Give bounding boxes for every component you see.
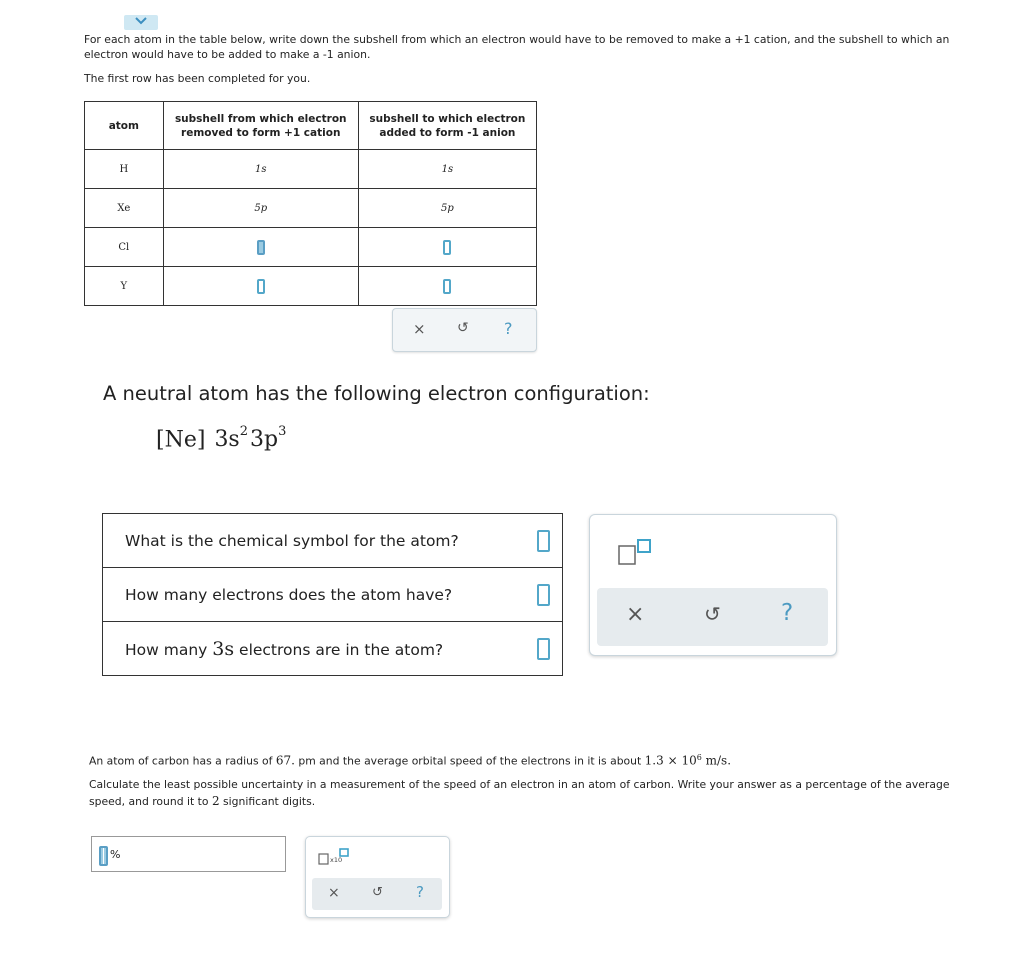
question-label: What is the chemical symbol for the atom? (103, 514, 525, 568)
answer-cell (524, 514, 563, 568)
part2-tools-panel (589, 514, 837, 656)
electron-count-input[interactable] (537, 584, 550, 606)
clear-button[interactable]: × (413, 320, 426, 338)
table-row (85, 150, 537, 189)
table-row (85, 228, 537, 267)
uncertainty-input[interactable] (99, 846, 108, 866)
scientific-notation-icon[interactable] (318, 848, 350, 870)
atom-cell: H (85, 150, 164, 189)
part2-headline: A neutral atom has the following electron configuration: (103, 382, 650, 405)
header-added: subshell to which electron added to form -1 anion (358, 102, 536, 150)
part3-tools-panel (305, 836, 450, 918)
table-row (103, 514, 563, 568)
question-label: How many electrons does the atom have? (103, 568, 525, 622)
cl-removed-input[interactable] (257, 240, 265, 255)
added-cell: 1s (358, 150, 536, 189)
uncertainty-task: Calculate the least possible uncertainty in a measurement of the speed of an electron in an atom of carbon. Write your answer as a percentage of the average speed, and round it to 2 significant digits. (89, 778, 950, 808)
collapse-toggle[interactable] (124, 15, 158, 30)
header-atom: atom (85, 102, 164, 150)
carbon-statement: An atom of carbon has a radius of 67. pm and the average orbital speed of the electrons in it is about $1.3 \times 10^6$ m/s. (89, 753, 732, 768)
part1-toolbar (392, 308, 537, 352)
atom-cell: Xe (85, 189, 164, 228)
added-cell (358, 228, 536, 267)
question-label: How many 3s electrons are in the atom? (103, 622, 525, 676)
x10-label: x10 (330, 856, 343, 864)
atom-cell: Cl (85, 228, 164, 267)
help-button[interactable]: ? (781, 600, 794, 626)
removed-cell (163, 267, 358, 306)
undo-button[interactable]: ↺ (704, 602, 721, 626)
uncertainty-answer-field[interactable] (91, 836, 286, 872)
answer-cell (524, 622, 563, 676)
y-removed-input[interactable] (257, 279, 265, 294)
added-cell: 5p (358, 189, 536, 228)
cl-added-input[interactable] (443, 240, 451, 255)
added-cell (358, 267, 536, 306)
help-button[interactable]: ? (504, 319, 513, 338)
removed-cell: 5p (163, 189, 358, 228)
subshell-table (84, 101, 537, 306)
help-button[interactable]: ? (416, 883, 424, 901)
undo-button[interactable]: ↺ (457, 320, 469, 336)
answer-cell (524, 568, 563, 622)
part2-toolbar (597, 588, 828, 646)
y-added-input[interactable] (443, 279, 451, 294)
3s-electron-count-input[interactable] (537, 638, 550, 660)
part1-note: The first row has been completed for you. (84, 72, 311, 85)
part1-instruction: For each atom in the table below, write down the subshell from which an electron would have to be removed to make a +1 cation, and the subshell to which an electron would have to be added to make a -1 anion. (84, 33, 950, 61)
table-row (103, 568, 563, 622)
percent-unit: % (110, 848, 121, 861)
table-row (103, 622, 563, 676)
superscript-icon[interactable] (618, 539, 654, 565)
clear-button[interactable]: × (626, 602, 645, 627)
clear-button[interactable]: × (328, 885, 340, 901)
chevron-down-icon (135, 17, 147, 25)
atom-cell: Y (85, 267, 164, 306)
table-row (85, 267, 537, 306)
table-row (85, 189, 537, 228)
header-removed: subshell from which electron removed to form +1 cation (163, 102, 358, 150)
electron-configuration: [Ne] $3s^23p^3$ (156, 424, 287, 453)
chemical-symbol-input[interactable] (537, 530, 550, 552)
atom-questions-table (102, 513, 563, 676)
part3-toolbar (312, 878, 442, 910)
removed-cell: 1s (163, 150, 358, 189)
removed-cell (163, 228, 358, 267)
undo-button[interactable]: ↺ (372, 885, 383, 900)
